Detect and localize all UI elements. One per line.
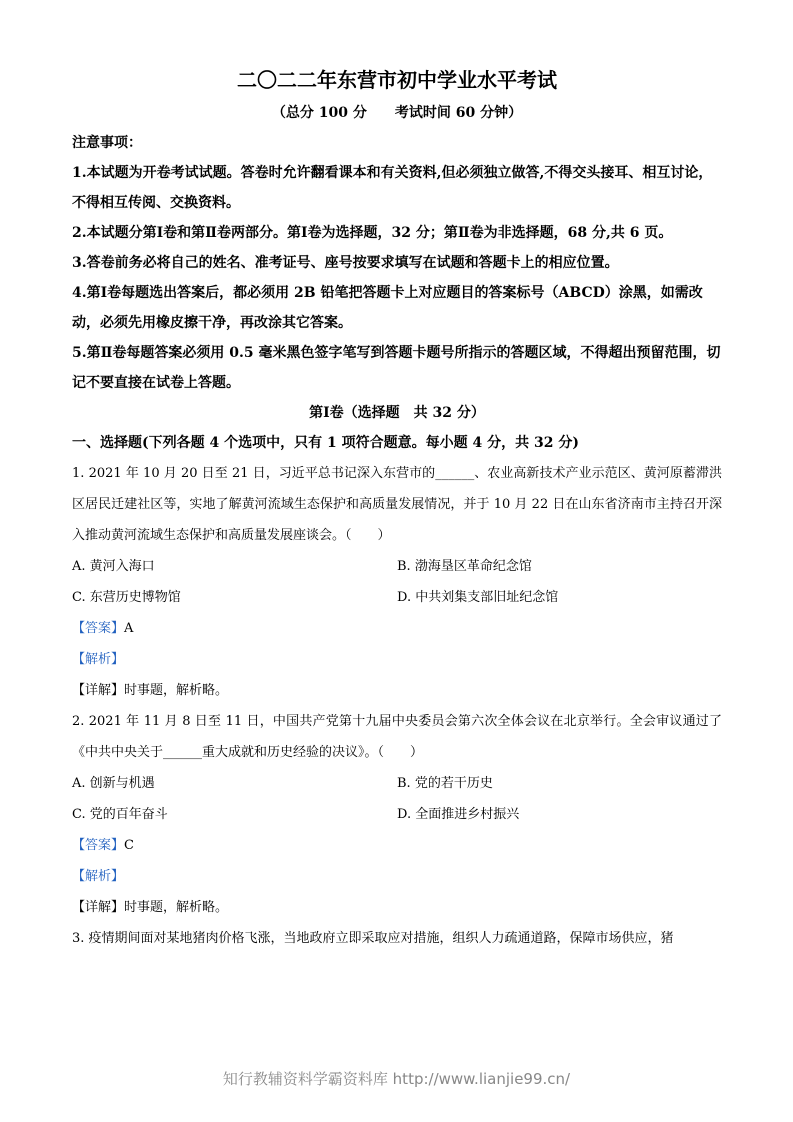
detail-text: 时事题，解析略。	[124, 683, 229, 698]
analysis-tag: 【解析】	[72, 652, 125, 667]
question-stem: 1. 2021 年 10 月 20 日至 21 日，习近平总书记深入东营市的______、农业高新技术产业示范区、黄河原蓄滞洪区居民迁建社区等，实地了解黄河流域生态保护和高质量发展情况，并于 10 月 22 日在山东省济南市主持召开深入推动黄河流域生态保护和高质量发展座谈会。（ ）	[72, 466, 722, 543]
footer-watermark: 知行教辅资料学霸资料库 http://www.lianjie99.cn/	[222, 1070, 571, 1088]
section-title: 第Ⅰ卷（选择题 共 32 分）	[309, 405, 485, 421]
option-b: B. 党的若干历史	[397, 776, 493, 791]
notice-item: 2.本试题分第Ⅰ卷和第Ⅱ卷两部分。第Ⅰ卷为选择题，32 分；第Ⅱ卷为非选择题，68 分,共 6 页。	[72, 225, 673, 241]
exam-title: 二〇二二年东营市初中学业水平考试	[237, 68, 557, 92]
detail-text: 时事题，解析略。	[124, 900, 229, 915]
notice-heading: 注意事项：	[72, 135, 142, 151]
option-a: A. 黄河入海口	[72, 559, 155, 574]
detail-line	[72, 892, 722, 923]
part-title: 一、选择题(下列各题 4 个选项中，只有 1 项符合题意。每小题 4 分，共 32 分)	[72, 435, 579, 451]
notice-item: 4.第Ⅰ卷每题选出答案后，都必须用 2B 铅笔把答题卡上对应题目的答案标号（ABCD）涂黑，如需改动，必须先用橡皮擦干净，再改涂其它答案。	[72, 285, 703, 331]
answer-line	[72, 830, 722, 861]
option-d: D. 中共刘集支部旧址纪念馆	[397, 590, 559, 605]
notice-item: 3.答卷前务必将自己的姓名、准考证号、座号按要求填写在试题和答题卡上的相应位置。	[72, 255, 619, 271]
notice-item: 1.本试题为开卷考试试题。答卷时允许翻看课本和有关资料,但必须独立做答,不得交头接耳、相互讨论，不得相互传阅、交换资料。	[72, 165, 713, 211]
detail-line	[72, 675, 722, 706]
question-2	[72, 706, 722, 923]
option-c: C. 东营历史博物馆	[72, 590, 181, 605]
detail-tag: 【详解】	[72, 683, 125, 698]
analysis-tag: 【解析】	[72, 869, 125, 884]
option-c: C. 党的百年奋斗	[72, 807, 168, 822]
answer-tag: 【答案】	[72, 621, 125, 636]
question-1	[72, 458, 722, 706]
exam-subtitle: （总分 100 分 考试时间 60 分钟）	[271, 105, 523, 121]
option-b: B. 渤海垦区革命纪念馆	[397, 559, 532, 574]
notice-item: 5.第Ⅱ卷每题答案必须用 0.5 毫米黑色签字笔写到答题卡题号所指示的答题区域，不得超出预留范围，切记不要直接在试卷上答题。	[72, 345, 721, 391]
options-grid	[72, 768, 722, 830]
analysis-line	[72, 861, 722, 892]
question-3-stem: 3. 疫情期间面对某地猪肉价格飞涨，当地政府立即采取应对措施，组织人力疏通道路，保障市场供应，猪	[72, 931, 674, 946]
option-a: A. 创新与机遇	[72, 776, 155, 791]
answer-tag: 【答案】	[72, 838, 125, 853]
options-grid	[72, 551, 722, 613]
question-stem: 2. 2021 年 11 月 8 日至 11 日，中国共产党第十九届中央委员会第六次全体会议在北京举行。全会审议通过了《中共中央关于______重大成就和历史经验的决议》。（ ）	[72, 714, 722, 760]
detail-tag: 【详解】	[72, 900, 125, 915]
answer-value: A	[124, 621, 134, 636]
option-d: D. 全面推进乡村振兴	[397, 807, 520, 822]
answer-value: C	[124, 838, 134, 853]
exam-page	[72, 62, 722, 954]
analysis-line	[72, 644, 722, 675]
answer-line	[72, 613, 722, 644]
